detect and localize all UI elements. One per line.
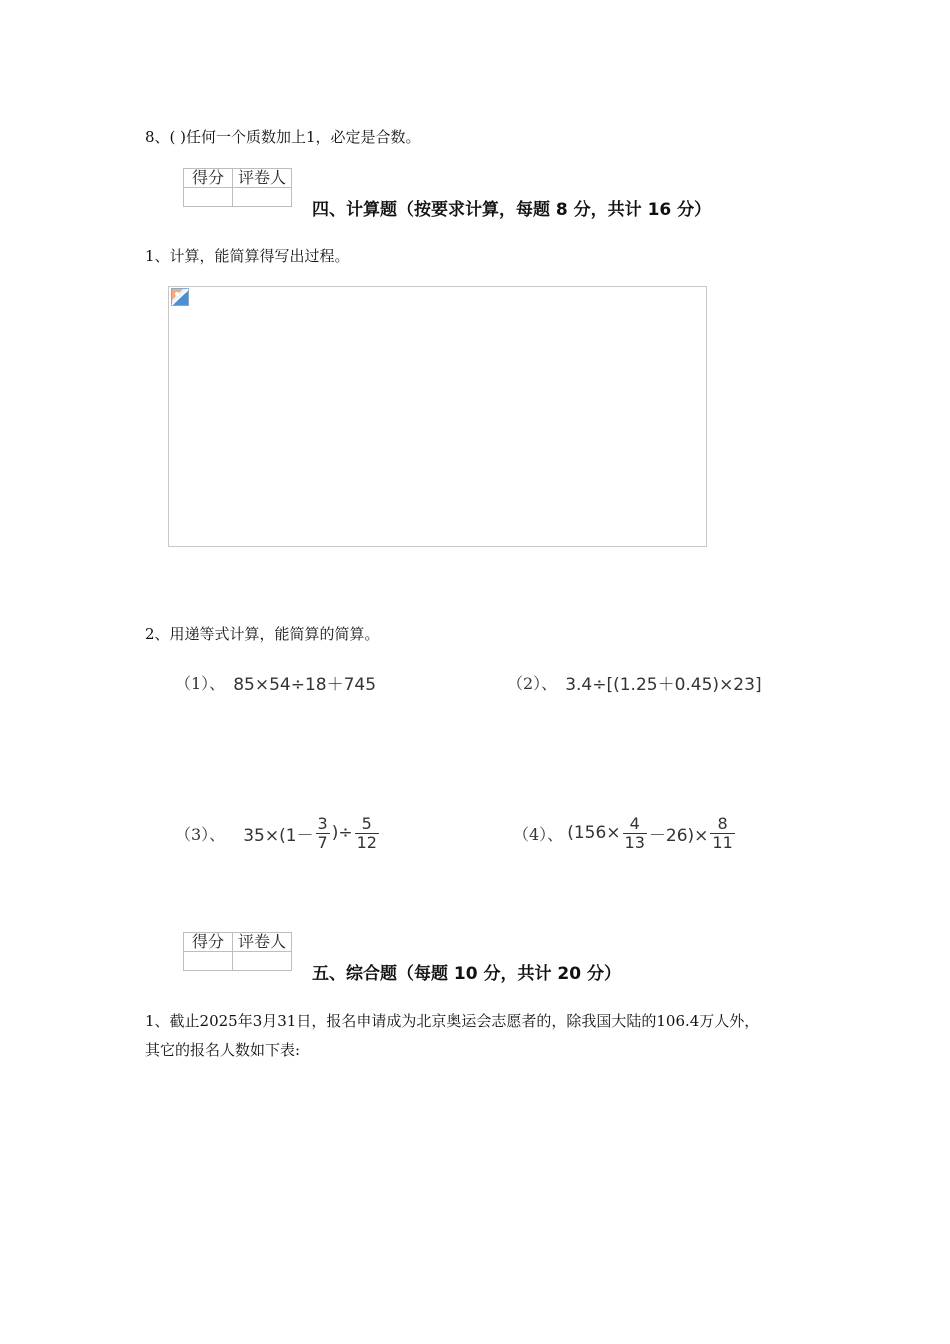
expression-3-mid: )÷ bbox=[331, 823, 353, 843]
section-4-question-2: 2、用递等式计算，能简算的简算。 bbox=[145, 625, 380, 643]
grader-label: 评卷人 bbox=[233, 169, 292, 188]
section-5-question-1-line-2: 其它的报名人数如下表: bbox=[145, 1041, 301, 1059]
section-5-question-1-line-1: 1、截止2025年3月31日，报名申请成为北京奥运会志愿者的，除我国大陆的106.4万人外， bbox=[145, 1012, 760, 1030]
expression-1-body: 85×54÷18＋745 bbox=[233, 674, 377, 695]
expression-2 bbox=[507, 670, 762, 694]
score-label: 得分 bbox=[184, 169, 233, 188]
expression-1 bbox=[175, 670, 376, 694]
expression-2-label: （2）、 bbox=[507, 673, 558, 693]
fraction-4-13: $\frac{4}{13}$ bbox=[624, 813, 645, 852]
score-label: 得分 bbox=[184, 933, 233, 952]
expression-3-label: （3）、 bbox=[175, 824, 226, 844]
fraction-3-7: $\frac{3}{7}$ bbox=[317, 813, 328, 852]
score-cell[interactable] bbox=[184, 188, 233, 207]
broken-image-icon bbox=[171, 288, 189, 306]
fraction-5-12: $\frac{5}{12}$ bbox=[356, 813, 377, 852]
expression-4-label: （4）、 bbox=[513, 824, 564, 844]
score-cell[interactable] bbox=[184, 952, 233, 971]
grader-cell[interactable] bbox=[233, 188, 292, 207]
image-placeholder bbox=[168, 286, 707, 547]
expression-4-pre: (156× bbox=[567, 823, 621, 843]
expression-1-label: （1）、 bbox=[175, 673, 226, 693]
grader-label: 评卷人 bbox=[233, 933, 292, 952]
section-4-title: 四、计算题（按要求计算，每题 8 分，共计 16 分） bbox=[312, 200, 712, 220]
question-8: 8、( )任何一个质数加上1，必定是合数。 bbox=[145, 128, 421, 146]
score-table bbox=[183, 168, 292, 207]
grader-cell[interactable] bbox=[233, 952, 292, 971]
score-table bbox=[183, 932, 292, 971]
expression-2-body: 3.4÷[(1.25＋0.45)×23] bbox=[565, 674, 762, 695]
section-4-question-1: 1、计算，能简算得写出过程。 bbox=[145, 247, 350, 265]
expression-3 bbox=[175, 808, 381, 858]
expression-4 bbox=[513, 808, 737, 858]
fraction-8-11: $\frac{8}{11}$ bbox=[712, 813, 733, 852]
expression-3-pre: 35×(1－ bbox=[243, 825, 314, 846]
section-5-title: 五、综合题（每题 10 分，共计 20 分） bbox=[312, 964, 621, 984]
expression-4-mid: －26)× bbox=[648, 825, 709, 846]
